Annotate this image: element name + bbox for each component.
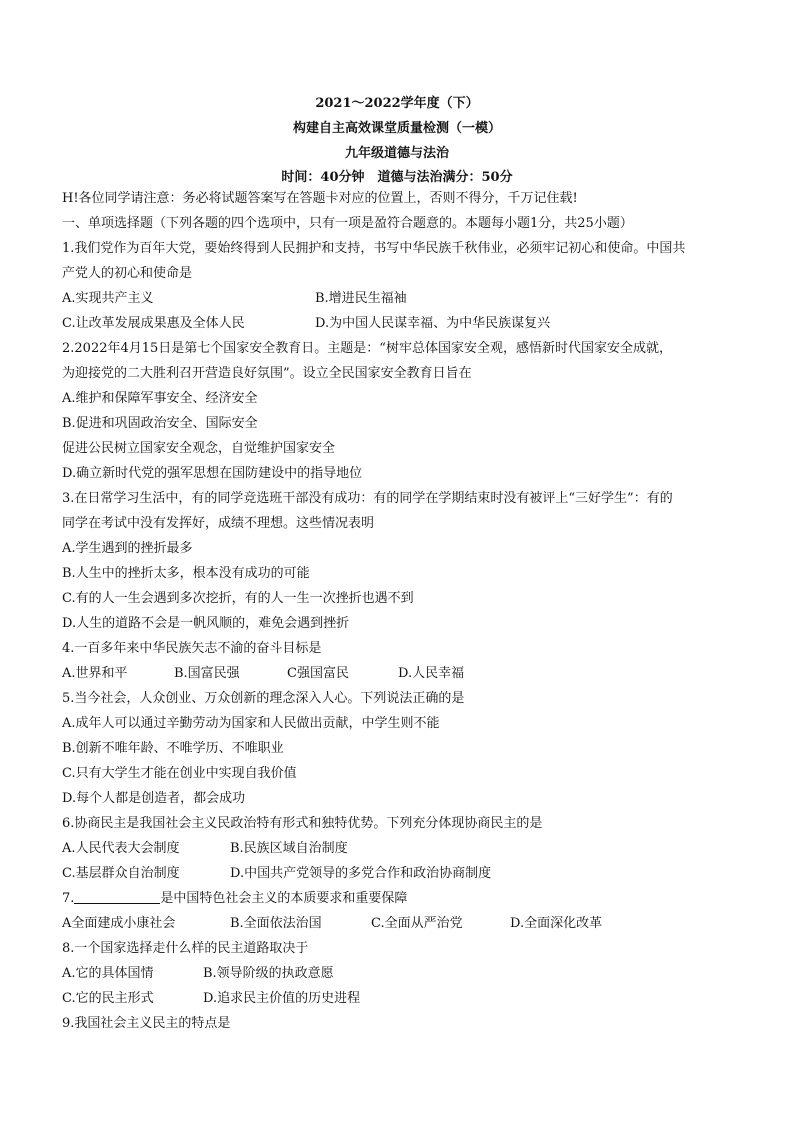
question-1-option-b: B.增进民生福袖	[315, 291, 407, 306]
time-and-score: 时间：40分钟 道德与法治满分：50分	[281, 170, 513, 185]
question-1-option-a: A.实现共产主义	[62, 291, 154, 306]
question-2-option-b: B.促进和巩固政治安全、国际安全	[62, 416, 258, 431]
question-4-option-c: C强国富民	[287, 666, 349, 681]
question-2-option-a: A.维护和保障军事安全、经济安全	[62, 391, 258, 406]
question-3-stem-line-1: 3.在日常学习生活中，有的同学竞选班干部没有成功：有的同学在学期结束时没有被评上“三好学生”：有的	[62, 491, 673, 506]
question-2-option-d: D.确立新时代党的强军思想在国防建设中的指导地位	[62, 466, 363, 481]
question-6-option-c: C.基层群众自治制度	[62, 866, 180, 881]
question-3-stem-line-2: 同学在考试中没有发挥好，成绩不理想。这些情况表明	[62, 516, 375, 531]
question-4-option-b: B.国富民强	[174, 666, 240, 681]
subject-title: 九年级道德与法治	[344, 146, 449, 161]
question-4-stem: 4.一百多年来中华民族矢志不渝的奋斗目标是	[62, 641, 322, 656]
question-7-number: 7.	[62, 891, 75, 906]
question-3-option-d: D.人生的道路不会是一帆风顺的，难免会遇到挫折	[62, 616, 350, 631]
question-6-option-b: B.民族区域自治制度	[230, 841, 348, 856]
section-heading: 一、单项选择题（下列各题的四个选项中，只有一项是盈符合题意的。本题每小题1分，共25小题）	[62, 216, 633, 231]
question-4-option-a: A.世界和平	[62, 666, 128, 681]
question-3-option-a: A.学生遇到的挫折最多	[62, 541, 193, 556]
question-7-option-a: A全面建成小康社会	[62, 916, 176, 931]
question-6-stem: 6.协商民主是我国社会主义民政治特有形式和独特优势。下列充分体现协商民主的是	[62, 816, 543, 831]
question-2-stem-line-2: 为迎接党的二大胜利召开营造良好氛围”。设立全民国家安全教育日旨在	[62, 366, 472, 381]
question-3-option-b: B.人生中的挫折太多，根本没有成功的可能	[62, 566, 310, 581]
question-2-stem-line-1: 2.2022年4月15日是第七个国家安全教育日。主题是：“树牢总体国家安全观，感悟新时代国家安全成就，	[62, 341, 672, 356]
question-8-option-a: A.它的具体国情	[62, 966, 154, 981]
question-8-option-d: D.追求民主价值的历史进程	[203, 991, 361, 1006]
question-8-option-c: C.它的民主形式	[62, 991, 154, 1006]
question-1-stem-line-2: 产党人的初心和使命是	[62, 266, 193, 281]
question-5-option-b: B.创新不唯年龄、不唯学历、不唯职业	[62, 741, 284, 756]
question-2-option-c: 促进公民树立国家安全观念，自觉维护国家安全	[62, 441, 336, 456]
question-8-option-b: B.领导阶级的执政意愿	[203, 966, 334, 981]
question-5-option-c: C.只有大学生才能在创业中实现自我价值	[62, 766, 297, 781]
exam-title: 构建自主高效课堂质量检测（一模）	[292, 121, 501, 136]
question-1-option-d: D.为中国人民谋幸福、为中华民族谋复兴	[315, 316, 551, 331]
question-7-option-d: D.全面深化改革	[510, 916, 603, 931]
question-7-stem: 是中国特色社会主义的本质要求和重要保障	[160, 891, 408, 906]
question-1-option-c: C.让改革发展成果惠及全体人民	[62, 316, 245, 331]
question-7-option-b: B.全面依法治国	[230, 916, 322, 931]
question-8-stem: 8.一个国家选择走什么样的民主道路取决于	[62, 941, 309, 956]
question-9-stem: 9.我国社会主义民主的特点是	[62, 1016, 231, 1031]
answer-blank	[74, 891, 160, 904]
notice: H!各位同学请注意：务必将试题答案写在答题卡对应的位置上，否则不得分，千万记住载!	[62, 191, 578, 206]
question-3-option-c: C.有的人一生会遇到多次挖折，有的人一生一次挫折也遇不到	[62, 591, 414, 606]
question-5-option-a: A.成年人可以通过辛勤劳动为国家和人民做出贡献，中学生则不能	[62, 716, 440, 731]
question-6-option-a: A.人民代表大会制度	[62, 841, 180, 856]
question-7-stem-row	[62, 890, 407, 908]
school-year: 2021～2022学年度（下）	[315, 96, 479, 111]
question-4-option-d: D.人民幸福	[398, 666, 465, 681]
question-6-option-d: D.中国共产党领导的多党合作和政治协商制度	[230, 866, 492, 881]
question-7-option-c: C.全面从严治党	[371, 916, 463, 931]
question-5-stem: 5.当今社会，人众创业、万众创新的理念深入人心。下列说法正确的是	[62, 691, 465, 706]
question-5-option-d: D.每个人都是创造者，都会成功	[62, 791, 246, 806]
question-1-stem-line-1: 1.我们党作为百年大党，要始终得到人民拥护和支持，书写中华民族千秋伟业，必须牢记初心和使命。中国共	[62, 241, 686, 256]
